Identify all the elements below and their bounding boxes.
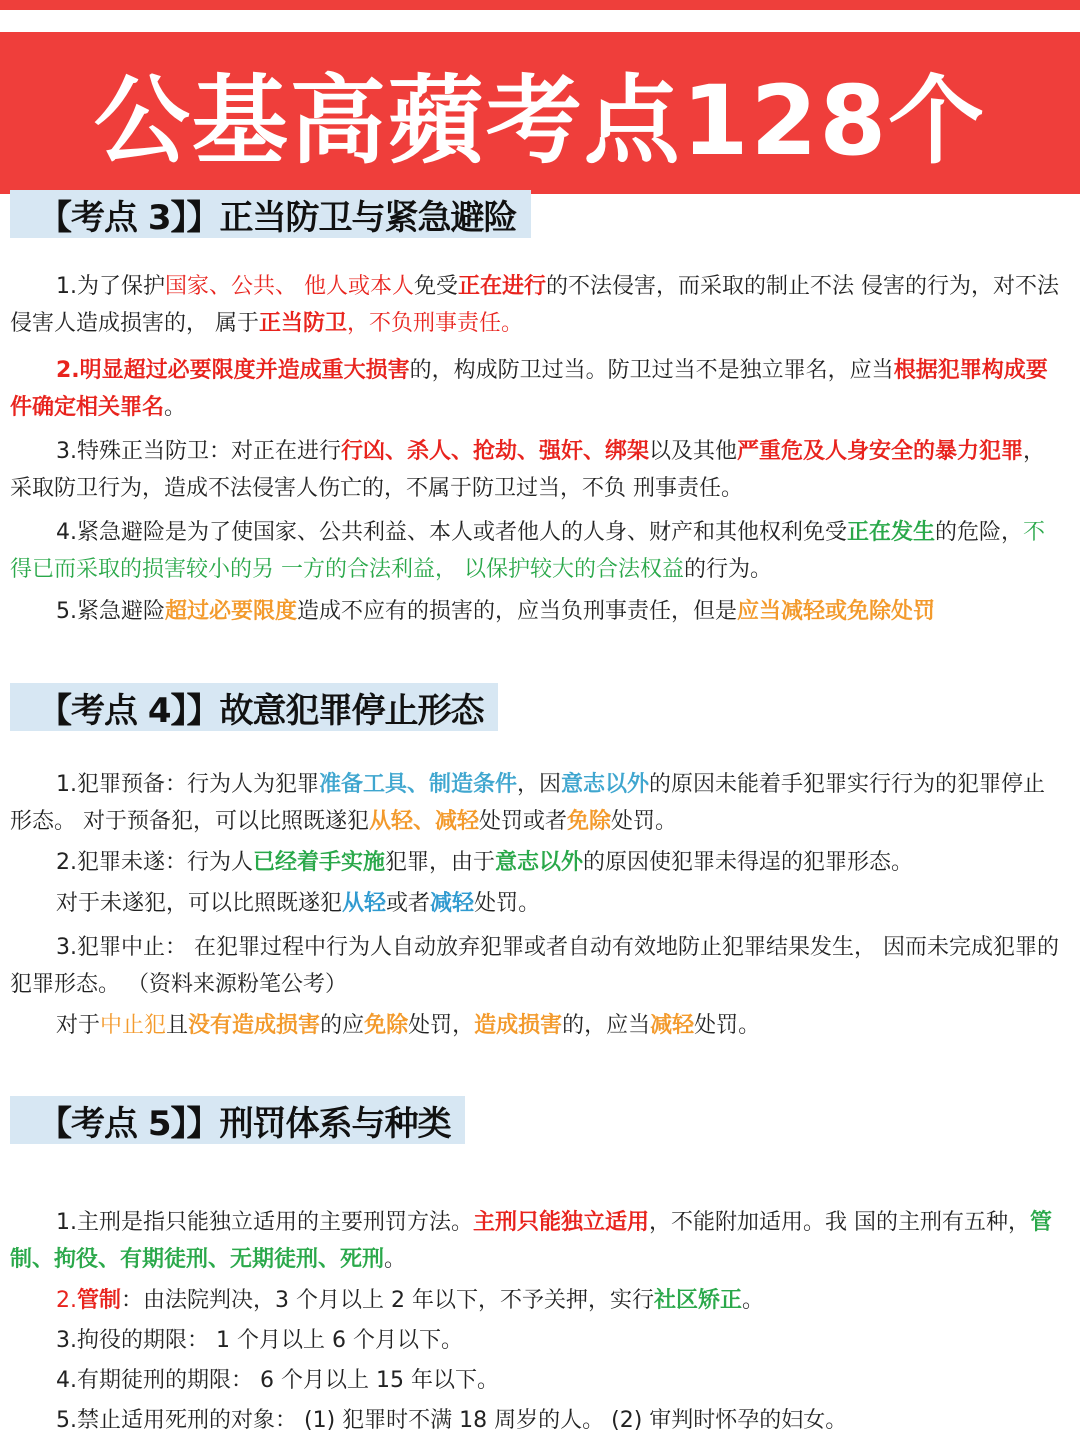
s5-item-1 <box>10 1204 1066 1278</box>
text: 的，构成防卫过当。防卫过当不是独立罪名，应当 <box>409 358 894 383</box>
text: 的，应当 <box>562 1013 651 1038</box>
text: 处罚。 <box>611 809 678 834</box>
text: 免受 <box>414 274 459 299</box>
top-accent-strip <box>0 0 1080 10</box>
text: ，不能附加适用。我 国的主刑有五种， <box>649 1210 1031 1235</box>
section-heading-5: 【考点 5】】刑罚体系与种类 <box>10 1096 465 1144</box>
text: 1.主刑是指只能独立适用的主要刑罚方法。 <box>56 1210 473 1235</box>
s5-item-5: 5.禁止适用死刑的对象： (1) 犯罪时不满 18 周岁的人。 (2) 审判时怀孕的妇女。 <box>56 1408 848 1433</box>
text: 2.犯罪未遂：行为人 <box>56 850 253 875</box>
text: 对于 <box>56 1013 101 1038</box>
text: 犯罪，由于 <box>385 850 496 875</box>
highlight: 减轻 <box>650 1013 695 1038</box>
s4-item-2b <box>10 885 1066 922</box>
s4-item-1 <box>10 766 1066 840</box>
highlight: 从轻 <box>342 891 387 916</box>
text: 。 <box>742 1288 765 1313</box>
highlight: 不负刑事责任 <box>369 311 502 336</box>
text: 1.犯罪预备：行为人为犯罪 <box>56 772 319 797</box>
highlight: 已经着手实施 <box>253 850 386 875</box>
highlight: 主刑只能独立适用 <box>473 1210 650 1235</box>
s3-item-1 <box>10 268 1066 342</box>
text: 2. <box>56 1288 77 1313</box>
s5-item-4: 4.有期徒刑的期限： 6 个月以上 15 年以下。 <box>56 1368 499 1393</box>
highlight: 根据犯罪构成要件确定相关罪名 <box>10 358 1048 420</box>
highlight: 意志以外 <box>495 850 584 875</box>
s5-item-3: 3.拘役的期限： 1 个月以上 6 个月以下。 <box>56 1328 463 1353</box>
text: 造成不应有的损害的，应当负刑事责任，但是 <box>297 599 738 624</box>
text: 的行为。 <box>684 557 773 582</box>
text: 3.犯罪中止： 在犯罪过程中行为人自动放弃犯罪或者自动有效地防止犯罪结果发生， 因而未完成犯罪的犯罪形态。 （资料来源粉笔公考） <box>10 935 1059 997</box>
text: 的应 <box>320 1013 365 1038</box>
highlight: 严重危及人身安全的暴力犯罪 <box>737 439 1024 464</box>
s4-item-2 <box>10 844 1066 881</box>
text: ，因 <box>517 772 562 797</box>
s5-item-2 <box>10 1282 1066 1319</box>
highlight: 从轻、减轻 <box>369 809 480 834</box>
highlight: 行凶、杀人、抢劫、强奸、绑架 <box>341 439 650 464</box>
highlight: 超过必要限度 <box>165 599 298 624</box>
text: ， <box>347 311 370 336</box>
text: 的危险， <box>935 520 1024 545</box>
highlight: 没有造成损害 <box>188 1013 321 1038</box>
highlight: 管制 <box>77 1288 122 1313</box>
highlight: 减轻 <box>430 891 475 916</box>
highlight: 正在进行 <box>458 274 547 299</box>
highlight: 不得已而采取的损害较小的另 一方的合法利益， 以保护较大的合法权益 <box>10 520 1046 582</box>
highlight: 2.明显超过必要限度并造成重大损害 <box>56 358 410 383</box>
highlight: 国家、公共、 他人或本人 <box>165 274 414 299</box>
text: 。 <box>164 395 187 420</box>
text: 以及其他 <box>649 439 738 464</box>
s3-item-2 <box>10 352 1066 426</box>
s3-item-4 <box>10 514 1066 588</box>
text: 的不法侵害，而采取的制止不法 侵害的行为，对不法侵害人造成损害的， 属于 <box>10 274 1060 336</box>
s3-item-5 <box>10 593 1066 630</box>
section-heading-4: 【考点 4】】故意犯罪停止形态 <box>10 683 498 731</box>
text: 4.紧急避险是为了使国家、公共利益、本人或者他人的人身、财产和其他权利免受 <box>56 520 847 545</box>
text: 或者 <box>386 891 431 916</box>
text: ，采取防卫行为，造成不法侵害人伤亡的，不属于防卫过当，不负 刑事责任。 <box>10 439 1046 501</box>
highlight: 免除 <box>364 1013 409 1038</box>
section-heading-3: 【考点 3】】正当防卫与紧急避险 <box>10 190 531 238</box>
highlight: 正在发生 <box>847 520 936 545</box>
text: 且 <box>166 1013 189 1038</box>
top-gap <box>0 10 1080 32</box>
highlight: 正当防卫 <box>259 311 348 336</box>
text: 5.紧急避险 <box>56 599 165 624</box>
s3-item-3 <box>10 433 1066 507</box>
text: 处罚或者 <box>479 809 568 834</box>
page-title: 公基高蘋考点128个 <box>93 64 987 177</box>
highlight: 造成损害 <box>474 1013 563 1038</box>
text: 。 <box>384 1247 407 1272</box>
highlight: 社区矫正 <box>654 1288 743 1313</box>
text: 处罚。 <box>694 1013 761 1038</box>
text: 3.特殊正当防卫：对正在进行 <box>56 439 341 464</box>
text: ：由法院判决，3 个月以上 2 年以下，不予关押，实行 <box>121 1288 654 1313</box>
text: 的原因使犯罪未得逞的犯罪形态。 <box>583 850 914 875</box>
text: 的原因未能着手犯罪实行行为的犯罪停止形态。 对于预备犯，可以比照既遂犯 <box>10 772 1046 834</box>
text: 。 <box>501 311 524 336</box>
s4-item-3b <box>10 1007 1066 1044</box>
highlight: 意志以外 <box>561 772 650 797</box>
text: 处罚， <box>408 1013 475 1038</box>
text: 对于未遂犯，可以比照既遂犯 <box>56 891 343 916</box>
title-banner <box>0 32 1080 194</box>
text: 处罚。 <box>474 891 541 916</box>
highlight: 应当减轻或免除处罚 <box>737 599 936 624</box>
highlight: 免除 <box>567 809 612 834</box>
text: 1.为了保护 <box>56 274 165 299</box>
highlight: 管制、拘役、有期徒刑、无期徒刑、死刑 <box>10 1210 1053 1272</box>
highlight: 中止犯 <box>100 1013 167 1038</box>
s4-item-3 <box>10 929 1066 1003</box>
highlight: 准备工具、制造条件 <box>319 772 518 797</box>
